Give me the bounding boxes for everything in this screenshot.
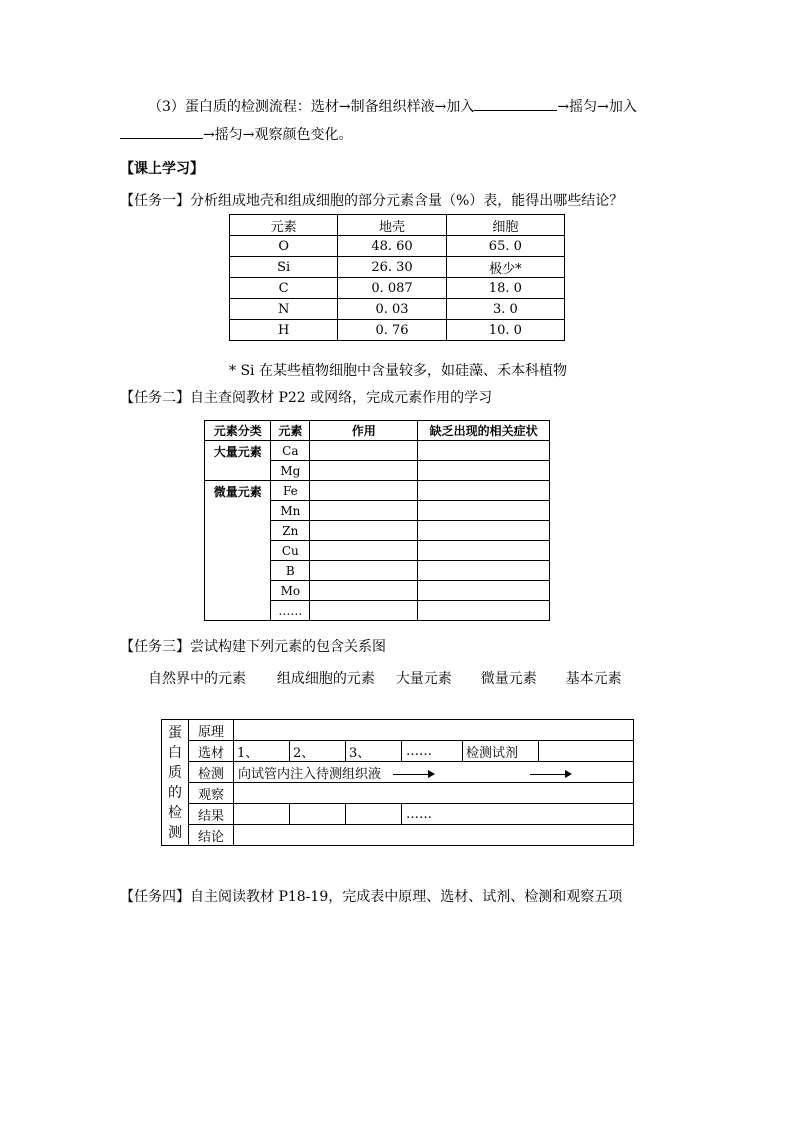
material-cell[interactable]: 1、 (234, 741, 290, 762)
symptom-cell[interactable] (418, 461, 550, 481)
element-cell: …… (271, 601, 310, 621)
function-cell[interactable] (310, 581, 418, 601)
function-cell[interactable] (310, 461, 418, 481)
table-row (230, 320, 565, 341)
element-function-table (204, 420, 550, 621)
function-cell[interactable] (310, 541, 418, 561)
symptom-cell[interactable] (418, 441, 550, 461)
blank-reagent-1[interactable] (474, 96, 557, 111)
table-cell: 0. 76 (338, 320, 446, 341)
function-cell[interactable] (310, 481, 418, 501)
table-row (162, 720, 634, 741)
table-cell: O (230, 236, 338, 257)
table-row (162, 762, 634, 783)
element-cell: Cu (271, 541, 310, 561)
table-header: 作用 (310, 421, 418, 441)
intro-line-1: （3）蛋白质的检测流程：选材→制备组织样液→加入 →摇匀→加入 (148, 96, 637, 116)
table-row (230, 299, 565, 320)
table-header: 细胞 (446, 215, 564, 236)
table-row (162, 783, 634, 804)
term-item: 大量元素 (395, 671, 452, 687)
material-cell[interactable]: 3、 (346, 741, 402, 762)
element-cell: Ca (271, 441, 310, 461)
reagent-label: 检测试剂 (463, 741, 539, 762)
intro-line-2: →摇匀→观察颜色变化。 (120, 124, 352, 144)
table-cell: N (230, 299, 338, 320)
symptom-cell[interactable] (418, 581, 550, 601)
element-cell: Zn (271, 521, 310, 541)
protein-detection-table (161, 719, 634, 846)
result-cell[interactable] (290, 804, 346, 825)
conclusion-cell[interactable] (234, 825, 634, 846)
symptom-cell[interactable] (418, 561, 550, 581)
principle-cell[interactable] (234, 720, 634, 741)
function-cell[interactable] (310, 561, 418, 581)
element-cell: Fe (271, 481, 310, 501)
table-cell: 10. 0 (446, 320, 564, 341)
arrow-right-icon (530, 774, 570, 775)
function-cell[interactable] (310, 501, 418, 521)
table-cell: 0. 087 (338, 278, 446, 299)
table-row (205, 481, 550, 501)
table-cell: 26. 30 (338, 257, 446, 278)
table-cell: C (230, 278, 338, 299)
table-header-row (205, 421, 550, 441)
section-title: 【课上学习】 (120, 161, 204, 177)
symptom-cell[interactable] (418, 541, 550, 561)
table-header: 元素 (230, 215, 338, 236)
table-header: 元素 (271, 421, 310, 441)
table-row (230, 278, 565, 299)
table-cell: 18. 0 (446, 278, 564, 299)
table-cell: H (230, 320, 338, 341)
task1-title: 【任务一】分析组成地壳和组成细胞的部分元素含量（%）表，能得出哪些结论？ (120, 193, 624, 209)
table-cell: 0. 03 (338, 299, 446, 320)
element-content-table (229, 214, 565, 341)
table-header-row (230, 215, 565, 236)
table-cell: 极少* (446, 257, 564, 278)
material-cell[interactable]: 2、 (290, 741, 346, 762)
symptom-cell[interactable] (418, 501, 550, 521)
reagent-cell[interactable] (539, 741, 634, 762)
blank-reagent-2[interactable] (120, 124, 203, 139)
table-cell: 48. 60 (338, 236, 446, 257)
task2-title: 【任务二】自主查阅教材 P22 或网络，完成元素作用的学习 (120, 390, 493, 406)
element-cell: Mg (271, 461, 310, 481)
table-cell: 3. 0 (446, 299, 564, 320)
table-row (205, 441, 550, 461)
element-cell: Mn (271, 501, 310, 521)
term-item: 组成细胞的元素 (276, 671, 375, 687)
symptom-cell[interactable] (418, 521, 550, 541)
result-cell[interactable] (234, 804, 290, 825)
observe-cell[interactable] (234, 783, 634, 804)
symptom-cell[interactable] (418, 481, 550, 501)
element-cell: Mo (271, 581, 310, 601)
table-header: 缺乏出现的相关症状 (418, 421, 550, 441)
task1-footnote: * Si 在某些植物细胞中含量较多，如硅藻、禾本科植物 (229, 363, 567, 379)
table-row (162, 825, 634, 846)
protein-detection-side-label: 蛋 白 质 的 检 测 (162, 720, 189, 846)
term-item: 自然界中的元素 (148, 671, 246, 687)
table-header: 元素分类 (205, 421, 271, 441)
detect-cell[interactable]: 向试管内注入待测组织液 (234, 762, 634, 783)
material-cell[interactable]: …… (402, 741, 463, 762)
table-row (162, 804, 634, 825)
arrow-right-icon (393, 774, 433, 775)
table-cell: 65. 0 (446, 236, 564, 257)
result-cell[interactable]: …… (402, 804, 634, 825)
term-item: 基本元素 (565, 671, 622, 687)
micro-element-label: 微量元素 (205, 481, 271, 621)
row-label-detect: 检测 (189, 762, 234, 783)
row-label-material: 选材 (189, 741, 234, 762)
row-label-principle: 原理 (189, 720, 234, 741)
table-row (230, 257, 565, 278)
row-label-result: 结果 (189, 804, 234, 825)
term-list (148, 668, 622, 688)
table-cell: Si (230, 257, 338, 278)
task4-title: 【任务四】自主阅读教材 P18-19，完成表中原理、选材、试剂、检测和观察五项 (120, 889, 623, 905)
table-row (162, 741, 634, 762)
row-label-conclusion: 结论 (189, 825, 234, 846)
term-item: 微量元素 (480, 671, 537, 687)
result-cell[interactable] (346, 804, 402, 825)
symptom-cell[interactable] (418, 601, 550, 621)
function-cell[interactable] (310, 601, 418, 621)
table-row (230, 236, 565, 257)
table-header: 地壳 (338, 215, 446, 236)
row-label-observe: 观察 (189, 783, 234, 804)
task3-title: 【任务三】尝试构建下列元素的包含关系图 (120, 639, 386, 655)
macro-element-label: 大量元素 (205, 441, 271, 481)
function-cell[interactable] (310, 521, 418, 541)
element-cell: B (271, 561, 310, 581)
function-cell[interactable] (310, 441, 418, 461)
